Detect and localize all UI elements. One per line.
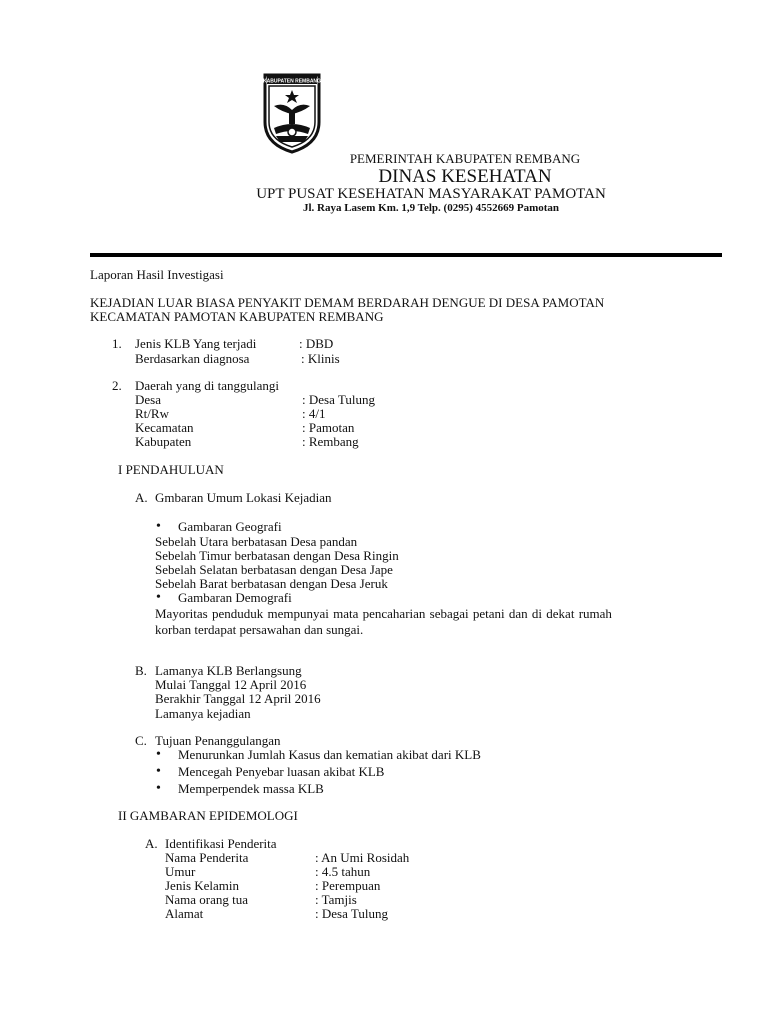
report-type: Laporan Hasil Investigasi: [90, 267, 224, 282]
item2-row-value: : Rembang: [302, 434, 359, 449]
patient-row-label: Nama orang tua: [165, 892, 249, 907]
section2-title: II GAMBARAN EPIDEMOLOGI: [118, 808, 298, 823]
section1-b-title: Lamanya KLB Berlangsung: [155, 663, 302, 678]
svg-text:KABUPATEN REMBANG: KABUPATEN REMBANG: [263, 78, 321, 85]
item1-value-diagnosa: : Klinis: [301, 351, 340, 366]
section1-title: I PENDAHULUAN: [118, 462, 224, 477]
header-address: Jl. Raya Lasem Km. 1,9 Telp. (0295) 4552669 Pamotan: [302, 202, 560, 214]
report-title-line2: KECAMATAN PAMOTAN KABUPATEN REMBANG: [90, 309, 384, 324]
header-divider: [90, 253, 722, 257]
goal-item: • Menurunkan Jumlah Kasus dan kematian akibat dari KLB: [178, 748, 481, 762]
item2-row-value: : 4/1: [302, 406, 326, 421]
item2-row-value: : Pamotan: [302, 420, 355, 435]
patient-row-label: Nama Penderita: [165, 850, 249, 865]
item2-row-value: : Desa Tulung: [302, 392, 375, 407]
kabupaten-rembang-logo: [262, 72, 322, 154]
geo-line: Sebelah Utara berbatasan Desa pandan: [155, 534, 358, 549]
patient-row-value: : Perempuan: [315, 878, 381, 893]
item2-number: 2.: [112, 378, 122, 393]
patient-row-label: Jenis Kelamin: [165, 878, 240, 893]
patient-row-value: : An Umi Rosidah: [315, 850, 410, 865]
goal-item: • Memperpendek massa KLB: [178, 782, 324, 796]
patient-row-value: : Tamjis: [315, 892, 357, 907]
item2-row-label: Kecamatan: [135, 420, 194, 435]
goal-item: • Mencegah Penyebar luasan akibat KLB: [178, 765, 384, 779]
item1-label-jenis: Jenis KLB Yang terjadi: [135, 336, 257, 351]
section1-b-marker: B.: [135, 663, 147, 678]
item2-title: Daerah yang di tanggulangi: [135, 378, 280, 393]
geo-line: Sebelah Selatan berbatasan dengan Desa Jape: [155, 562, 393, 577]
item2-row-label: Desa: [135, 392, 161, 407]
section2-a-marker: A.: [145, 836, 158, 851]
item2-row-label: Kabupaten: [135, 434, 192, 449]
section1-a-marker: A.: [135, 490, 148, 505]
header-government: PEMERINTAH KABUPATEN REMBANG: [349, 151, 581, 166]
geo-line: Sebelah Timur berbatasan dengan Desa Ringin: [155, 548, 399, 563]
duration-line: Mulai Tanggal 12 April 2016: [155, 677, 307, 692]
report-title-line1: KEJADIAN LUAR BIASA PENYAKIT DEMAM BERDARAH DENGUE DI DESA PAMOTAN: [90, 295, 605, 310]
header-upt: UPT PUSAT KESEHATAN MASYARAKAT PAMOTAN: [256, 186, 606, 202]
section2-a-title: Identifikasi Penderita: [165, 836, 277, 851]
section1-c-marker: C.: [135, 733, 147, 748]
section1-a-title: Gmbaran Umum Lokasi Kejadian: [155, 490, 332, 505]
patient-row-value: : 4.5 tahun: [315, 864, 371, 879]
patient-row-value: : Desa Tulung: [315, 906, 388, 921]
item2-row-label: Rt/Rw: [135, 406, 169, 421]
item1-label-diagnosa: Berdasarkan diagnosa: [135, 351, 250, 366]
geo-line: Sebelah Barat berbatasan dengan Desa Jeruk: [155, 576, 388, 591]
demo-line1: Mayoritas penduduk mempunyai mata pencaharian sebagai petani dan di dekat rumah: [155, 606, 612, 621]
geo-title-bullet: • Gambaran Geografi: [178, 520, 282, 534]
demo-line2: korban terdapat persawahan dan sungai.: [155, 622, 364, 637]
header-agency: DINAS KESEHATAN: [378, 166, 552, 187]
duration-line: Berakhir Tanggal 12 April 2016: [155, 691, 321, 706]
demo-title-bullet: • Gambaran Demografi: [178, 591, 292, 605]
patient-row-label: Umur: [165, 864, 196, 879]
patient-row-label: Alamat: [165, 906, 204, 921]
duration-line: Lamanya kejadian: [155, 706, 251, 721]
section1-c-title: Tujuan Penanggulangan: [155, 733, 281, 748]
item1-value-jenis: : DBD: [299, 336, 334, 351]
item1-number: 1.: [112, 336, 122, 351]
